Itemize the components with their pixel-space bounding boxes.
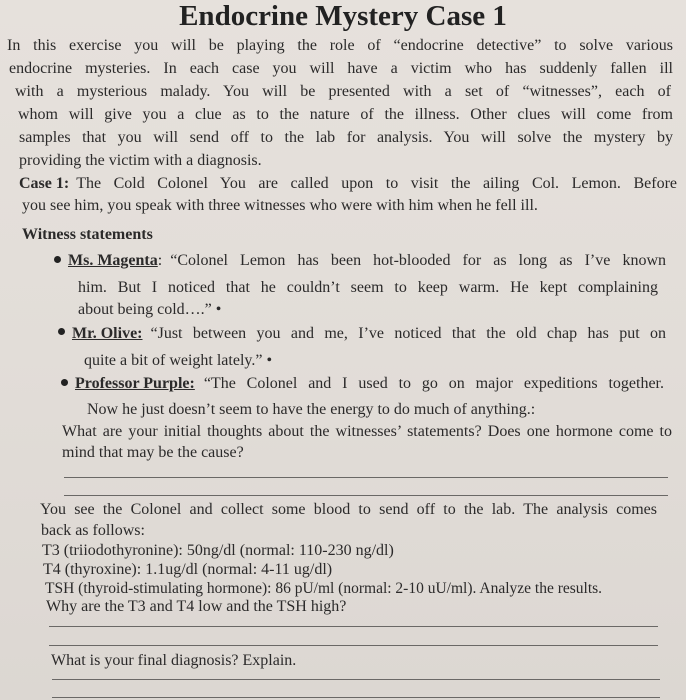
final-question: What is your final diagnosis? Explain.	[51, 652, 297, 669]
witness-heading: Witness statements	[22, 226, 153, 243]
answer-line	[52, 679, 660, 680]
witness-name-magenta: Ms. Magenta	[68, 252, 158, 269]
witness-olive-line-2: quite a bit of weight lately.” •	[84, 352, 273, 369]
answer-line	[49, 626, 658, 627]
answer-line	[52, 697, 660, 698]
lab-t4: T4 (thyroxine): 1.1ug/dl (normal: 4-11 ug/dl)	[43, 561, 333, 578]
lab-tsh: TSH (thyroid-stimulating hormone): 86 pU/ml (normal: 2-10 uU/ml). Analyze the results.	[45, 580, 603, 597]
lab-intro-line-1: You see the Colonel and collect some blood to send off to the lab. The analysis comes	[40, 501, 657, 518]
witness-purple-line-2: Now he just doesn’t seem to have the energy to do much of anything.:	[87, 401, 536, 418]
intro-line-5: samples that you will send off to the lab for analysis. You will solve the mystery by	[19, 129, 673, 146]
lab-t3: T3 (triiodothyronine): 50ng/dl (normal: 110-230 ng/dl)	[42, 542, 394, 559]
witness-olive-text-1: “Just between you and me, I’ve noticed that the old chap has put on	[150, 325, 666, 342]
intro-line-2: endocrine mysteries. In each case you will have a victim who has suddenly fallen ill	[9, 60, 673, 77]
witness-purple-text-1: “The Colonel and I used to go on major expeditions together.	[203, 375, 664, 392]
witness-magenta-line-3: about being cold….” •	[78, 301, 222, 318]
case-line-1	[19, 174, 677, 194]
bullet-icon	[58, 328, 65, 335]
witness-purple-line-1	[75, 374, 664, 394]
witness-name-olive: Mr. Olive:	[72, 325, 143, 342]
witness-name-purple: Professor Purple:	[75, 375, 195, 392]
answer-line	[64, 495, 668, 496]
witness-magenta-line-2: him. But I noticed that he couldn’t seem to keep warm. He kept complaining	[78, 279, 658, 296]
answer-line	[64, 477, 668, 478]
answer-line	[49, 645, 658, 646]
lab-intro-line-2: back as follows:	[41, 522, 145, 539]
page-title: Endocrine Mystery Case 1	[179, 0, 507, 32]
question-1-line-1: What are your initial thoughts about the witnesses’ statements? Does one hormone come to	[62, 423, 672, 440]
intro-line-3: with a mysterious malady. You will be presented with a set of “witnesses”, each of	[15, 83, 671, 100]
intro-line-6: providing the victim with a diagnosis.	[19, 152, 262, 169]
witness-name-sep: :	[157, 252, 163, 269]
witness-olive-line-1	[72, 324, 666, 344]
bullet-icon	[54, 256, 61, 263]
lab-question: Why are the T3 and T4 low and the TSH high?	[46, 598, 347, 615]
case-line-2: you see him, you speak with three witnesses who were with him when he fell ill.	[22, 197, 538, 214]
case-label: Case 1:	[19, 175, 70, 192]
case-text-1: The Cold Colonel You are called upon to visit the ailing Col. Lemon. Before	[76, 175, 677, 192]
question-1-line-2: mind that may be the cause?	[62, 444, 244, 461]
intro-line-4: whom will give you a clue as to the nature of the illness. Other clues will come from	[18, 106, 673, 123]
witness-magenta-line-1	[68, 251, 666, 271]
bullet-icon	[61, 379, 68, 386]
intro-line-1: In this exercise you will be playing the role of “endocrine detective” to solve various	[7, 37, 673, 54]
witness-magenta-text-1: “Colonel Lemon has been hot-blooded for as long as I’ve known	[170, 252, 666, 269]
